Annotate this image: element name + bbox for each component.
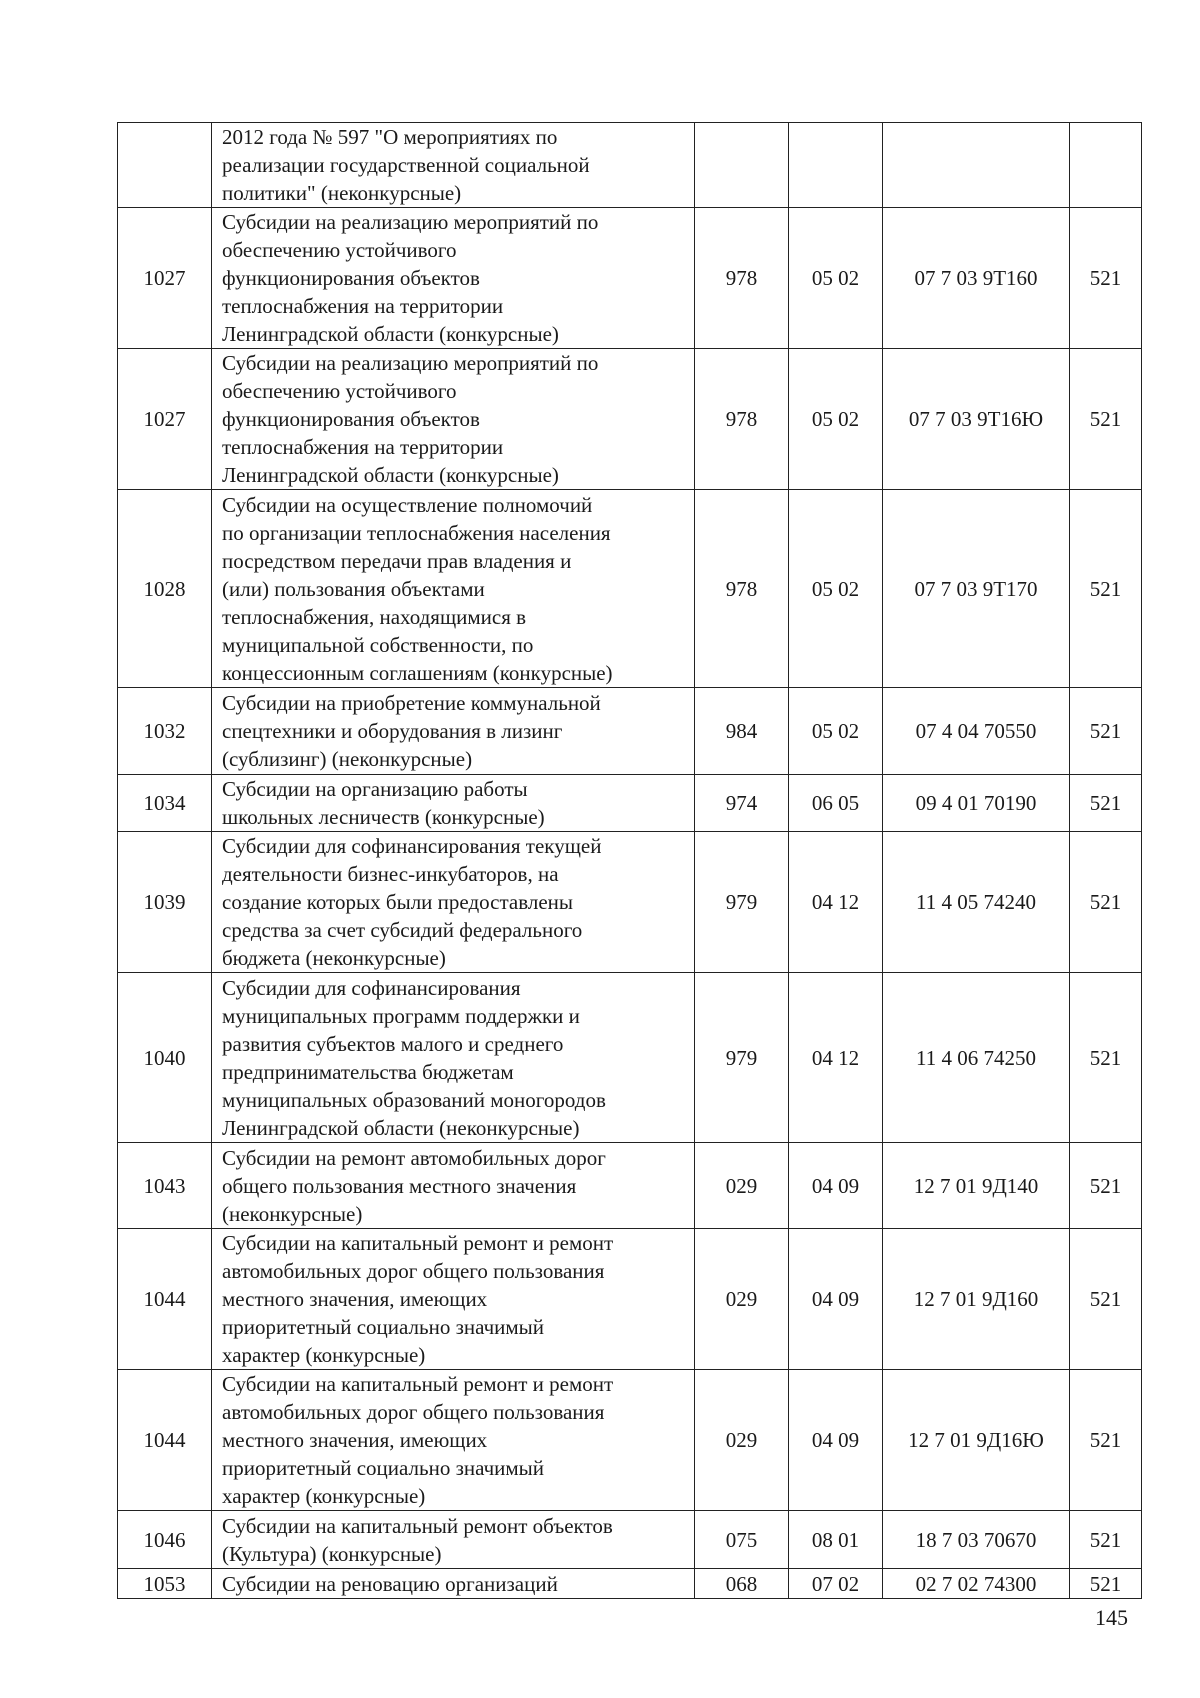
target-article-cell: 02 7 02 74300 — [883, 1569, 1070, 1599]
expense-type-cell: 521 — [1070, 688, 1142, 775]
section-code-cell: 06 05 — [789, 775, 883, 832]
target-article-cell: 18 7 03 70670 — [883, 1511, 1070, 1569]
table-row — [118, 1511, 1142, 1569]
section-code-cell: 08 01 — [789, 1511, 883, 1569]
row-description-cell: Субсидии на организацию работы школьных лесничеств (конкурсные) — [212, 775, 695, 832]
row-number-cell: 1043 — [118, 1143, 212, 1229]
target-article-cell: 07 7 03 9Т160 — [883, 208, 1070, 349]
admin-code-cell: 978 — [695, 349, 789, 490]
row-description-cell: Субсидии на реализацию мероприятий по обеспечению устойчивого функционирования объектов теплоснабжения на территории Ленинградской области (конкурсные) — [212, 349, 695, 490]
section-code-cell: 04 09 — [789, 1229, 883, 1370]
table-row — [118, 688, 1142, 775]
target-article-cell — [883, 123, 1070, 208]
row-number-cell: 1027 — [118, 208, 212, 349]
row-description-cell: Субсидии для софинансирования текущей деятельности бизнес-инкубаторов, на создание которых были предоставлены средства за счет субсидий федерального бюджета (неконкурсные) — [212, 832, 695, 973]
page-number: 145 — [1095, 1605, 1128, 1630]
table-row — [118, 1229, 1142, 1370]
row-number-cell: 1053 — [118, 1569, 212, 1599]
section-code-cell: 05 02 — [789, 208, 883, 349]
target-article-cell: 12 7 01 9Д160 — [883, 1229, 1070, 1370]
admin-code-cell: 978 — [695, 490, 789, 688]
admin-code-cell: 974 — [695, 775, 789, 832]
table-row — [118, 208, 1142, 349]
expense-type-cell: 521 — [1070, 1569, 1142, 1599]
row-description-cell: Субсидии на реализацию мероприятий по обеспечению устойчивого функционирования объектов теплоснабжения на территории Ленинградской области (конкурсные) — [212, 208, 695, 349]
target-article-cell: 12 7 01 9Д140 — [883, 1143, 1070, 1229]
admin-code-cell: 075 — [695, 1511, 789, 1569]
target-article-cell: 09 4 01 70190 — [883, 775, 1070, 832]
expense-type-cell — [1070, 123, 1142, 208]
admin-code-cell: 979 — [695, 973, 789, 1143]
section-code-cell — [789, 123, 883, 208]
row-number-cell: 1028 — [118, 490, 212, 688]
row-description-cell: Субсидии на капитальный ремонт объектов (Культура) (конкурсные) — [212, 1511, 695, 1569]
row-number-cell: 1044 — [118, 1370, 212, 1511]
table-row — [118, 775, 1142, 832]
target-article-cell: 12 7 01 9Д16Ю — [883, 1370, 1070, 1511]
row-number-cell: 1040 — [118, 973, 212, 1143]
row-description-cell: Субсидии на ремонт автомобильных дорог общего пользования местного значения (неконкурсные) — [212, 1143, 695, 1229]
table-row — [118, 1370, 1142, 1511]
table-row — [118, 490, 1142, 688]
row-number-cell: 1046 — [118, 1511, 212, 1569]
expense-type-cell: 521 — [1070, 1370, 1142, 1511]
table-row — [118, 832, 1142, 973]
section-code-cell: 04 12 — [789, 832, 883, 973]
section-code-cell: 04 12 — [789, 973, 883, 1143]
row-description-cell: 2012 года № 597 "О мероприятиях по реализации государственной социальной политики" (неконкурсные) — [212, 123, 695, 208]
expense-type-cell: 521 — [1070, 832, 1142, 973]
admin-code-cell — [695, 123, 789, 208]
target-article-cell: 11 4 06 74250 — [883, 973, 1070, 1143]
section-code-cell: 07 02 — [789, 1569, 883, 1599]
section-code-cell: 04 09 — [789, 1143, 883, 1229]
target-article-cell: 07 7 03 9Т170 — [883, 490, 1070, 688]
section-code-cell: 05 02 — [789, 688, 883, 775]
table-row — [118, 123, 1142, 208]
expense-type-cell: 521 — [1070, 349, 1142, 490]
table-row — [118, 349, 1142, 490]
admin-code-cell: 979 — [695, 832, 789, 973]
table-row — [118, 1143, 1142, 1229]
expense-type-cell: 521 — [1070, 490, 1142, 688]
row-number-cell: 1032 — [118, 688, 212, 775]
row-description-cell: Субсидии на реновацию организаций — [212, 1569, 695, 1599]
admin-code-cell: 029 — [695, 1229, 789, 1370]
row-description-cell: Субсидии на осуществление полномочий по организации теплоснабжения населения посредством передачи прав владения и (или) пользования объектами теплоснабжения, находящимися в муниципальной собственности, по концессионным соглашениям (конкурсные) — [212, 490, 695, 688]
expense-type-cell: 521 — [1070, 1229, 1142, 1370]
subsidies-table — [117, 122, 1142, 1599]
target-article-cell: 11 4 05 74240 — [883, 832, 1070, 973]
admin-code-cell: 068 — [695, 1569, 789, 1599]
admin-code-cell: 978 — [695, 208, 789, 349]
row-description-cell: Субсидии для софинансирования муниципальных программ поддержки и развития субъектов малого и среднего предпринимательства бюджетам муниципальных образований моногородов Ленинградской области (неконкурсные) — [212, 973, 695, 1143]
row-description-cell: Субсидии на капитальный ремонт и ремонт автомобильных дорог общего пользования местного значения, имеющих приоритетный социально значимый характер (конкурсные) — [212, 1229, 695, 1370]
row-description-cell: Субсидии на капитальный ремонт и ремонт автомобильных дорог общего пользования местного значения, имеющих приоритетный социально значимый характер (конкурсные) — [212, 1370, 695, 1511]
target-article-cell: 07 4 04 70550 — [883, 688, 1070, 775]
expense-type-cell: 521 — [1070, 208, 1142, 349]
row-number-cell: 1039 — [118, 832, 212, 973]
expense-type-cell: 521 — [1070, 775, 1142, 832]
expense-type-cell: 521 — [1070, 973, 1142, 1143]
admin-code-cell: 029 — [695, 1143, 789, 1229]
section-code-cell: 05 02 — [789, 490, 883, 688]
row-number-cell: 1034 — [118, 775, 212, 832]
section-code-cell: 05 02 — [789, 349, 883, 490]
admin-code-cell: 984 — [695, 688, 789, 775]
row-number-cell — [118, 123, 212, 208]
row-number-cell: 1027 — [118, 349, 212, 490]
table-row — [118, 973, 1142, 1143]
expense-type-cell: 521 — [1070, 1511, 1142, 1569]
target-article-cell: 07 7 03 9Т16Ю — [883, 349, 1070, 490]
section-code-cell: 04 09 — [789, 1370, 883, 1511]
expense-type-cell: 521 — [1070, 1143, 1142, 1229]
row-number-cell: 1044 — [118, 1229, 212, 1370]
table-row — [118, 1569, 1142, 1599]
admin-code-cell: 029 — [695, 1370, 789, 1511]
row-description-cell: Субсидии на приобретение коммунальной спецтехники и оборудования в лизинг (сублизинг) (неконкурсные) — [212, 688, 695, 775]
